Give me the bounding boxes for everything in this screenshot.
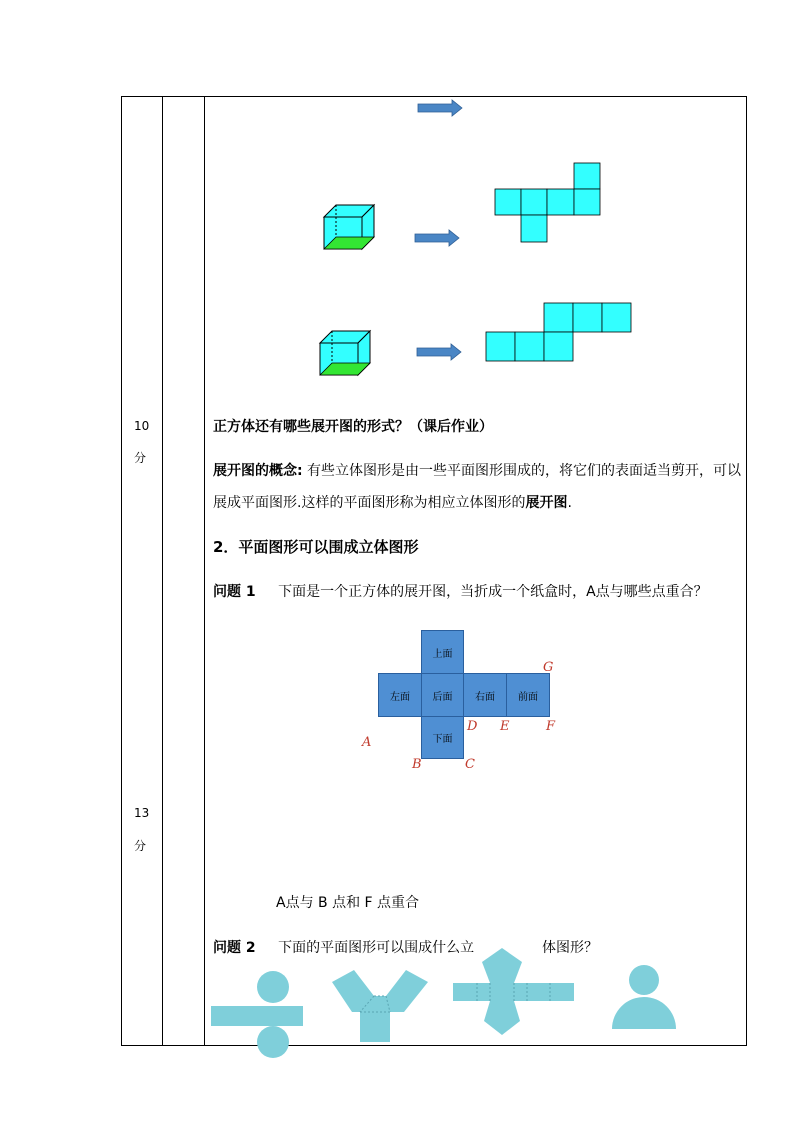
point-label-e: E xyxy=(500,719,510,734)
definition-period: . xyxy=(567,495,572,511)
question-2-text-end: 体图形？ xyxy=(542,940,598,956)
question-2 xyxy=(213,937,474,957)
question-1-text: 下面是一个正方体的展开图，当折成一个纸盒时，A点与哪些点重合？ xyxy=(278,584,708,600)
question-1-answer: A点与 B 点和 F 点重合 xyxy=(276,895,420,911)
question-1 xyxy=(213,581,708,601)
definition-line-1 xyxy=(213,460,741,480)
net-face-back: 后面 xyxy=(421,673,464,717)
prism-net-shape xyxy=(330,968,432,1044)
cylinder-net-shape xyxy=(210,970,304,1060)
time-unit: 分 xyxy=(134,839,147,853)
point-label-b: B xyxy=(412,757,422,772)
question-2-label: 问题 2 xyxy=(213,940,256,956)
definition-text: 有些立体图形是由一些平面图形围成的，将它们的表面适当剪开，可以 xyxy=(302,463,742,479)
point-label-f: F xyxy=(546,719,556,734)
time-unit: 分 xyxy=(134,451,147,465)
cube-illustration xyxy=(322,203,378,251)
point-label-d: D xyxy=(467,719,478,734)
section-title: 2．平面图形可以围成立体图形 xyxy=(213,538,419,556)
definition-text-2: 展成平面图形.这样的平面图形称为相应立体图形的 xyxy=(213,495,526,511)
arrow-right-icon xyxy=(418,100,462,116)
definition-line-2 xyxy=(213,492,572,512)
cube-net-diagram xyxy=(485,302,635,364)
net-face-top: 上面 xyxy=(421,630,464,674)
column-divider xyxy=(162,97,163,1045)
time-label: 13 xyxy=(134,806,150,820)
net-face-right: 右面 xyxy=(463,673,507,717)
column-divider xyxy=(204,97,205,1045)
time-label: 10 xyxy=(134,419,150,433)
net-face-bottom: 下面 xyxy=(421,716,464,759)
question-2-text: 下面的平面图形可以围成什么立 xyxy=(278,940,475,956)
arrow-right-icon xyxy=(417,344,461,360)
net-face-front: 前面 xyxy=(506,673,550,717)
cone-net-shape xyxy=(610,964,678,1032)
definition-bold-term: 展开图 xyxy=(525,495,568,511)
cube-net-diagram xyxy=(494,162,604,246)
question-1-label: 问题 1 xyxy=(213,584,256,600)
net-face-left: 左面 xyxy=(378,673,422,717)
arrow-right-icon xyxy=(415,230,459,246)
homework-question: 正方体还有哪些展开图的形式？（课后作业） xyxy=(213,419,493,435)
point-label-g: G xyxy=(543,660,554,675)
cube-illustration xyxy=(318,329,374,379)
point-label-a: A xyxy=(362,735,372,750)
point-label-c: C xyxy=(465,757,475,772)
pentagonal-prism-net-shape xyxy=(452,945,576,1037)
definition-term: 展开图的概念: xyxy=(213,463,303,479)
